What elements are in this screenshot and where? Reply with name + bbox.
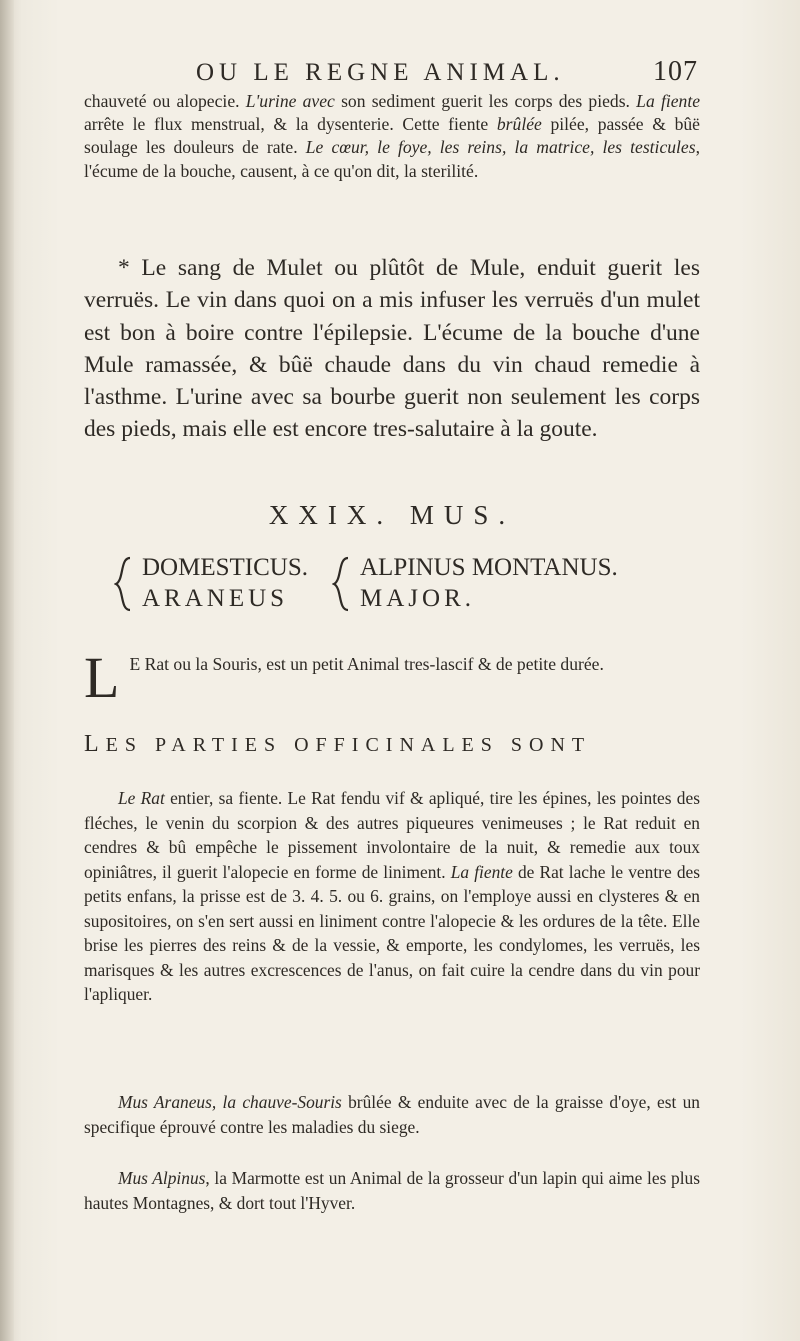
subheading (84, 731, 700, 758)
brace-icon (332, 556, 352, 612)
paragraph-rat (84, 786, 700, 1007)
text-run: pilée, passée & bûë soulage les douleurs de rate. (84, 114, 700, 158)
italic-term: Mus Araneus, la chauve-Souris (118, 1092, 342, 1112)
running-head-title: OU LE REGNE ANIMAL. (196, 59, 565, 86)
intro-paragraph (84, 645, 700, 710)
italic-term: La fiente (450, 861, 513, 882)
species-name: DOMESTICUS. (142, 554, 308, 581)
species-names (114, 552, 734, 614)
text-run: , la Marmotte est un Animal de la grosseur d'un lapin qui aime les plus hautes Montagnes, & dort tout l'Hyver. (84, 1168, 700, 1213)
paragraph-top (84, 90, 700, 183)
paragraph-araneus (84, 1090, 700, 1139)
page-number: 107 (653, 56, 698, 87)
italic-term: Le Rat (118, 788, 165, 808)
italic-term: Mus Alpinus (118, 1168, 206, 1188)
text-run: , l'écume de la bouche, causent, à ce qu'on dit, la sterilité. (84, 137, 700, 181)
species-name: MAJOR. (360, 585, 475, 612)
drop-cap: L (84, 645, 120, 710)
italic-term: L'urine avec (245, 91, 335, 111)
text-run: de Rat lache le ventre des petits enfans, la prisse est de 3. 4. 5. ou 6. grains, on l'employe aussi en clysteres & en supositoires, on s'en sert aussi en liniment contre l'alopecie & les ordures de la tête. Elle brise les pierres des reins & de la vessie, & emporte, les condylomes, les verruës, les marisques & les autres excrescences de l'anus, on fait cuire la cendre dans du vin pour l'apliquer. (84, 861, 700, 1004)
subheading-initial: L (84, 731, 106, 757)
text-run: entier, sa fiente. Le Rat fendu vif & apliqué, tire les épines, les pointes des fléches, le venin du scorpion & des autres piqueures venimeuses ; le Rat reduit en cendres & bû empêche le pissement involontaire de la nuit, & remedie aux toux opiniâtres, il guerit l'alopecie en forme de liniment. (84, 788, 700, 882)
section-title: XXIX. MUS. (268, 500, 516, 530)
italic-term: brûlée (496, 114, 542, 135)
page-binding-shadow (0, 0, 14, 1341)
subheading-text: ES PARTIES OFFICINALES SONT (105, 734, 592, 756)
species-group-right (332, 552, 732, 614)
text-run: arrête le flux menstrual, & la dysenterie. Cette fiente (84, 114, 497, 135)
text-run: chauveté ou alopecie. (84, 91, 246, 111)
intro-text: E Rat ou la Souris, est un petit Animal tres-lascif & de petite durée. (129, 654, 604, 674)
paragraph-alpinus (84, 1166, 700, 1215)
text-run: brûlée & enduite avec de la graisse d'oye, est un specifique éprouvé contre les maladies du siege. (84, 1092, 700, 1137)
italic-term: La fiente (636, 91, 701, 111)
italic-term: Le cœur, le foye, les reins, la matrice, les testicules (305, 137, 696, 158)
brace-icon (114, 556, 134, 612)
text-run: corps des pieds. (514, 91, 637, 111)
paragraph-mule: * Le sang de Mulet ou plûtôt de Mule, enduit guerit les verruës. Le vin dans quoi on a mis infuser les verruës d'un mulet est bon à boire contre l'épilepsie. L'écume de la bouche d'une Mule ramassée, & bûë chaude dans du vin chaud remedie à l'asthme. L'urine avec sa bourbe guerit non seulement les corps des pieds, mais elle est encore tres-salutaire à la goute. (84, 255, 700, 443)
species-name: ARANEUS (142, 585, 289, 612)
species-group-left (114, 552, 322, 614)
species-name: ALPINUS MONTANUS. (360, 554, 618, 581)
text-run: son sediment guerit les (334, 91, 509, 111)
